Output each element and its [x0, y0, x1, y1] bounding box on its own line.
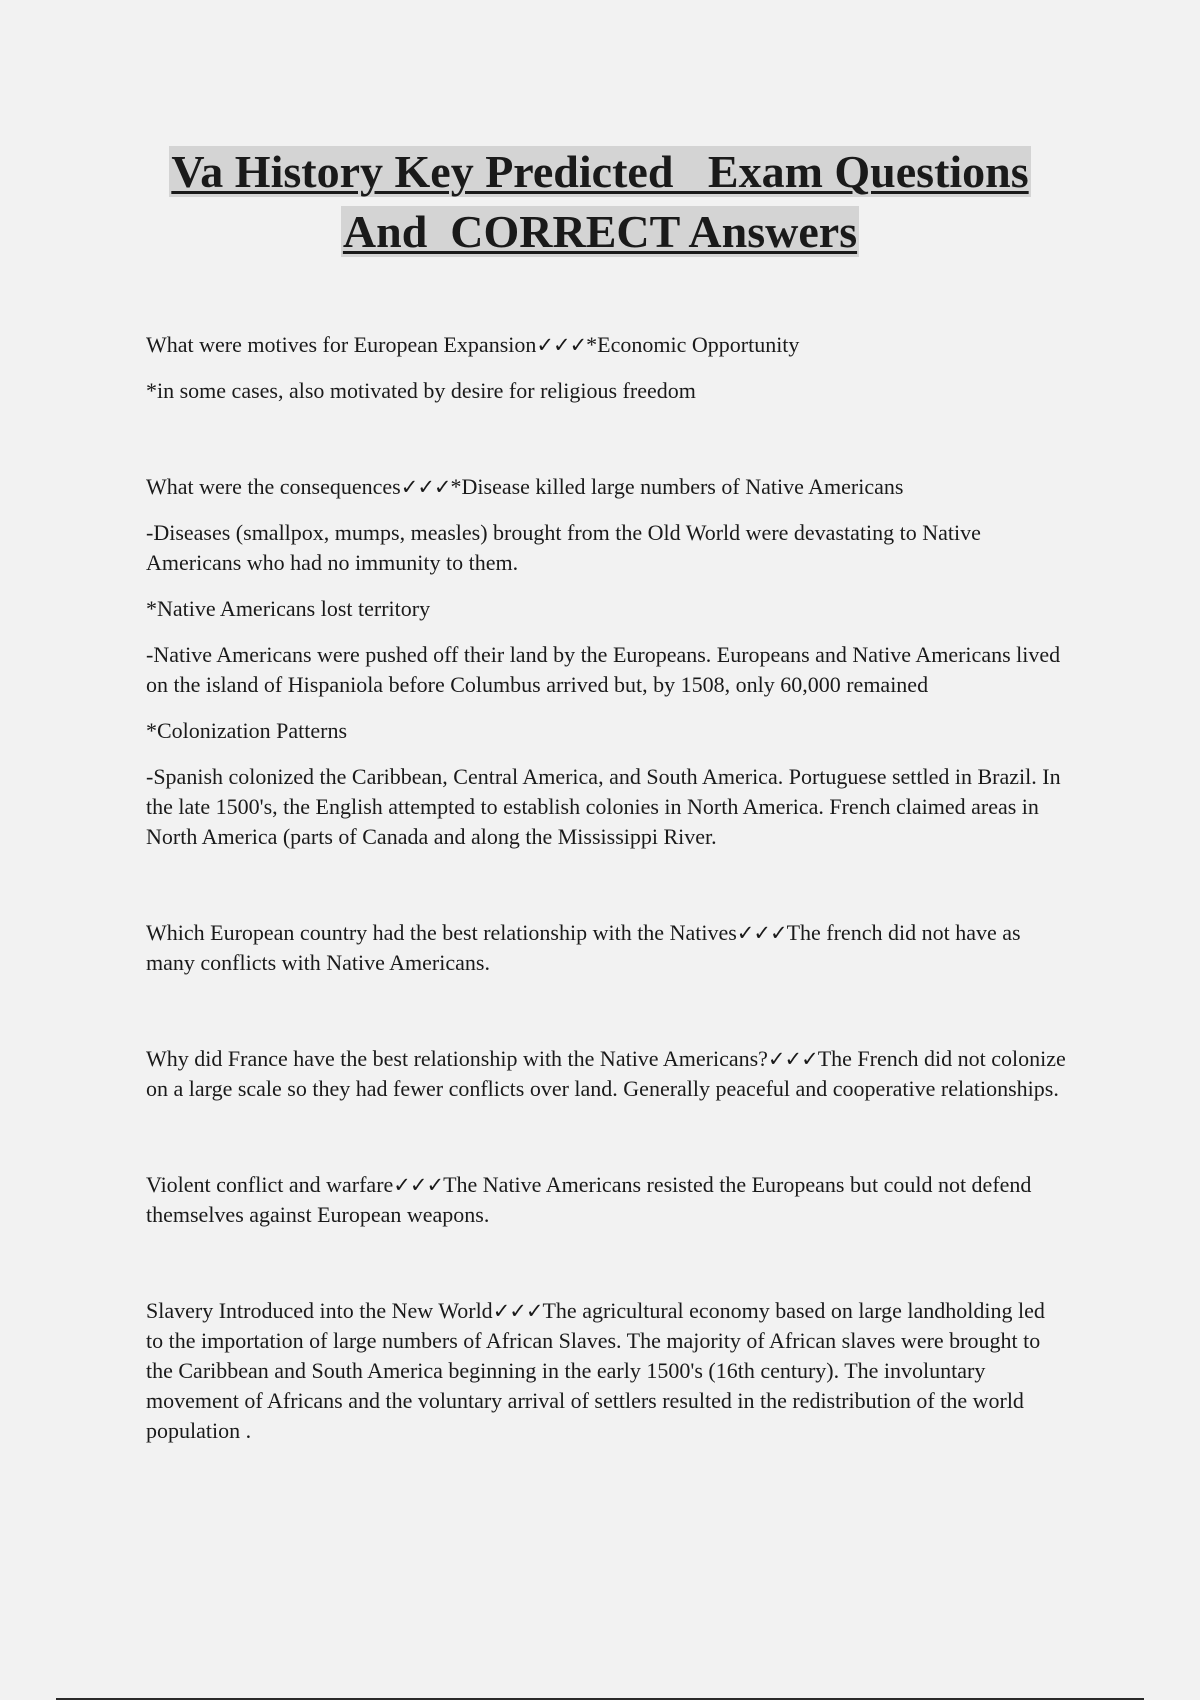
question-text: What were the consequences: [146, 474, 401, 499]
question-text: Violent conflict and warfare: [146, 1172, 394, 1197]
qa-entry: [146, 472, 1066, 852]
check-marks-icon: ✓✓✓: [736, 921, 787, 945]
check-marks-icon: ✓✓✓: [492, 1299, 543, 1323]
check-marks-icon: ✓✓✓: [393, 1173, 444, 1197]
question-answer-line: [146, 330, 1066, 360]
answer-detail: -Diseases (smallpox, mumps, measles) brought from the Old World were devastating to Native Americans who had no immunity to them.: [146, 520, 981, 575]
qa-entry: [146, 1044, 1066, 1104]
answer-text: *Economic Opportunity: [586, 332, 800, 357]
question-text: Why did France have the best relationship with the Native Americans?: [146, 1046, 768, 1071]
answer-text: The French did not colonize on a large scale so they had fewer conflicts over land. Generally peaceful and cooperative relationships.: [146, 1046, 1066, 1101]
check-marks-icon: ✓✓✓: [767, 1047, 818, 1071]
answer-text: The agricultural economy based on large landholding led to the importation of large numbers of African Slaves. The majority of African slaves were brought to the Caribbean and South America beginning in the early 1500's (16th century). The involuntary movement of Africans and the voluntary arrival of settlers resulted in the redistribution of the world population .: [146, 1298, 1045, 1443]
question-answer-line: [146, 1170, 1066, 1230]
check-marks-icon: ✓✓✓: [400, 475, 451, 499]
qa-list: [146, 330, 1066, 1512]
answer-detail: -Native Americans were pushed off their land by the Europeans. Europeans and Native Americans lived on the island of Hispaniola before Columbus arrived but, by 1508, only 60,000 remained: [146, 642, 1061, 697]
answer-detail: -Spanish colonized the Caribbean, Central America, and South America. Portuguese settled in Brazil. In the late 1500's, the English attempted to establish colonies in North America. French claimed areas in North America (parts of Canada and along the Mississippi River.: [146, 764, 1061, 849]
question-answer-line: [146, 1044, 1066, 1104]
title-line-1: Va History Key Predicted Exam Questions: [171, 146, 1029, 197]
answer-text: The Native Americans resisted the Europeans but could not defend themselves against European weapons.: [146, 1172, 1032, 1227]
answer-detail: *Colonization Patterns: [146, 718, 348, 743]
check-marks-icon: ✓✓✓: [536, 333, 587, 357]
answer-text: *Disease killed large numbers of Native Americans: [450, 474, 904, 499]
question-answer-line: [146, 472, 1066, 502]
question-answer-line: [146, 918, 1066, 978]
qa-entry: [146, 1296, 1066, 1446]
qa-entry: [146, 918, 1066, 978]
qa-entry: [146, 330, 1066, 406]
answer-detail: *in some cases, also motivated by desire for religious freedom: [146, 378, 696, 403]
answer-detail: *Native Americans lost territory: [146, 596, 431, 621]
question-text: Which European country had the best relationship with the Natives: [146, 920, 737, 945]
question-text: Slavery Introduced into the New World: [146, 1298, 493, 1323]
document-title: [0, 142, 1200, 262]
question-answer-line: [146, 1296, 1066, 1446]
question-text: What were motives for European Expansion: [146, 332, 537, 357]
qa-entry: [146, 1170, 1066, 1230]
answer-text: The french did not have as many conflicts with Native Americans.: [146, 920, 1021, 975]
title-line-2: And CORRECT Answers: [342, 206, 858, 257]
